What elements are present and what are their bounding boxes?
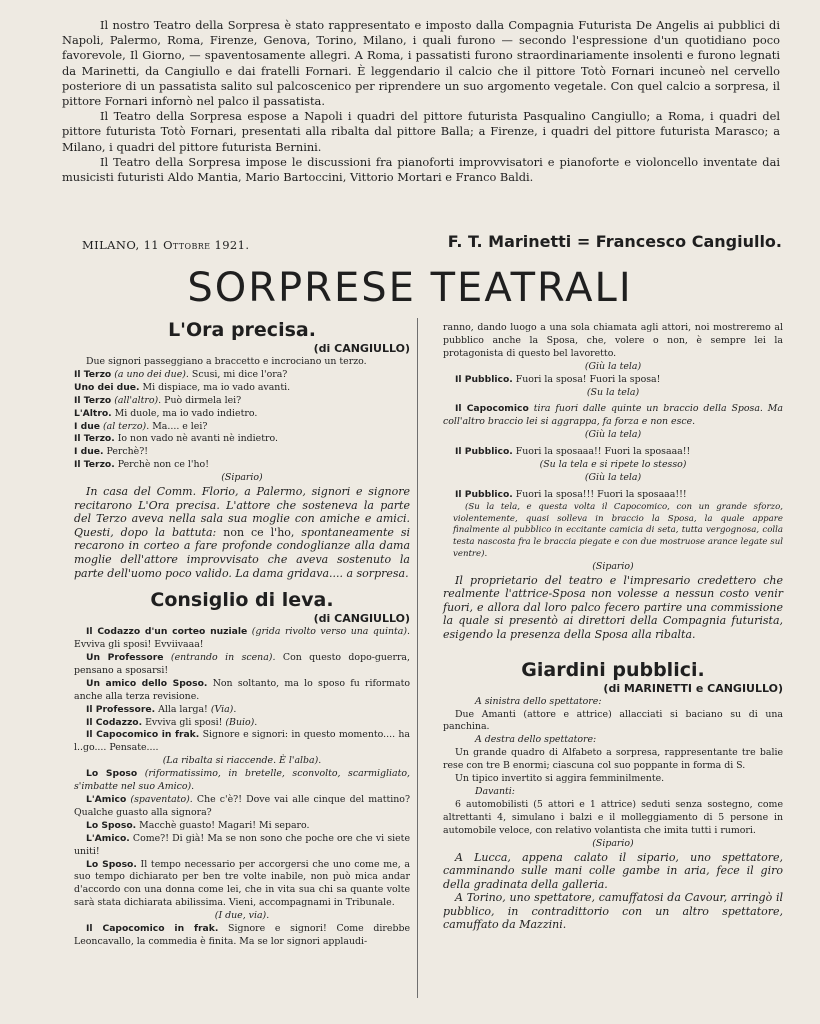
- speaker: Lo Sposo.: [86, 819, 137, 831]
- stage-text: Due Amanti (attore e attrice) allacciati si baciano su di una panchina.: [443, 708, 783, 733]
- dialogue-line: [74, 408, 410, 421]
- intro-paragraph: Il nostro Teatro della Sorpresa è stato rappresentato e imposto dalla Compagnia Futurista De Angelis ai pubblici di Napoli, Palermo, Roma, Firenze, Genova, Torino, Milano, i quali furono — secondo l'espressione d'un quotidiano poco favorevole, Il Giorno, — spaventosamente allegri. A Roma, i passatisti furono straordinariamente insolenti e furono legnati da Marinetti, da Cangiullo e dai fratelli Fornari. È leggendario il calcio che il pittore Totò Fornari incuneò nel cervello posteriore di un passatista salito sul palcoscenico per riprendere un suo argomento vegetale. Con quel calcio a sorpresa, il pittore Fornari infornò nel palco il passatista.: [62, 18, 780, 109]
- speaker: Un amico dello Sposo.: [86, 677, 208, 689]
- speaker: Il Terzo: [74, 394, 112, 406]
- line-text: Fuori la sposa!!! Fuori la sposaaa!!!: [515, 488, 687, 500]
- anecdote: Il proprietario del teatro e l'impresario credettero che realmente l'attrice-Sposa non volesse a nessun costo venir fuori, e allora dal loro palco fecero partire una commissione la quale si presentò ai direttori della Compagnia futurista, esigendo la presenza della Sposa alla ribalta.: [443, 573, 783, 642]
- dialogue-line: [443, 489, 783, 502]
- stage-direction: (Giù la tela): [584, 471, 642, 483]
- dialogue-line: [74, 729, 410, 755]
- speaker: Il Capocomico in frak.: [86, 729, 200, 741]
- stage-direction: (Giù la tela): [584, 429, 642, 441]
- speaker: Il Capocomico in frak.: [86, 923, 219, 935]
- direction: tira fuori dalle quinte un braccio della Sposa. Ma coll'altro braccio lei si aggrappa, fa forza e non esce.: [443, 403, 783, 428]
- line-text: Evviva gli sposi! Evviivaaa!: [74, 639, 204, 651]
- dialogue-line: [443, 403, 783, 429]
- line-text: Perchè non ce l'ho!: [117, 459, 209, 471]
- line-text: Perchè?!: [106, 446, 148, 458]
- dialogue-line: [74, 395, 410, 408]
- line-text: Con questo dopo-guerra, pensano a sposarsi!: [74, 652, 410, 676]
- line-text: Può dirmela lei?: [164, 394, 242, 406]
- section-title: L'Ora precisa.: [168, 319, 316, 341]
- section-author: (di CANGIULLO): [313, 342, 410, 355]
- stage-text: 6 automobilisti (5 attori e 1 attrice) seduti senza sostegno, come altrettanti 4, simulano i balzi e il molleggiamento di 5 persone in automobile veloce, con relativo volantista che imita tutti i rumori.: [443, 798, 783, 836]
- line-text: Non soltanto, ma lo sposo fu riformato anche alla terza revisione.: [74, 677, 411, 702]
- sipario: (Sipario): [592, 560, 634, 572]
- direction: (entrando in scena).: [170, 652, 276, 664]
- speaker: Lo Sposo: [86, 768, 138, 780]
- dialogue-line: [74, 678, 410, 704]
- continued-text: ranno, dando luogo a una sola chiamata agli attori, noi mostreremo al pubblico anche la Sposa, che, volere o non, è sempre lei la protagonista di questo bel lavoretto.: [443, 322, 783, 359]
- line-text: Come?! Di già! Ma se non sono che poche ore che vi siete uniti!: [74, 832, 410, 857]
- line-text: Evviva gli sposi!: [145, 716, 223, 728]
- speaker: Il Terzo.: [74, 433, 115, 445]
- speaker: Il Pubblico.: [455, 446, 513, 458]
- stage-direction: Due signori passeggiano a braccetto e incrociano un terzo.: [86, 356, 367, 367]
- line-text: Che c'è?! Dove vai alle cinque del mattino? Qualche guasto alla signora?: [74, 794, 410, 818]
- speaker: Il Capocomico: [455, 403, 529, 415]
- dialogue-line: [74, 626, 410, 652]
- dialogue-line: [74, 369, 410, 382]
- line-text: Il tempo necessario per accorgersi che uno come me, a suo tempo dichiarato per ben tre volte inabile, non può mica andar d'accordo con una donna come lei, che in vita sua chi sa quante volte sarà stata dichiarata abilissima. Vieni, accompagnami in Tribunale.: [74, 858, 410, 909]
- speaker: I due.: [74, 446, 104, 458]
- dialogue-line: [74, 421, 410, 434]
- right-column: [443, 322, 783, 932]
- line-text: Macchè guasto! Magari! Mi separo.: [139, 819, 310, 831]
- speaker: L'Altro.: [74, 407, 112, 419]
- anecdote: A Lucca, appena calato il sipario, uno spettatore, camminando sulle mani colle gambe in aria, fece il giro della gradinata della galleria.: [443, 850, 783, 891]
- direction: (Via).: [210, 703, 237, 715]
- speaker: L'Amico.: [86, 832, 130, 844]
- dialogue-line: [74, 820, 410, 833]
- dialogue-line: [74, 446, 410, 459]
- sipario: (Sipario): [592, 837, 634, 849]
- dialogue-line: [74, 717, 410, 730]
- dialogue-line: [74, 833, 410, 859]
- stage-direction: (Giù la tela): [584, 360, 642, 372]
- stage-text: Un grande quadro di Alfabeto a sorpresa, rappresentante tre balie rese con tre B enormi; ciascuna col suo poppante in forma di S.: [443, 747, 783, 772]
- direction: (riformatissimo, in bretelle, sconvolto, scarmigliato, s'imbatte nel suo Amico).: [74, 768, 411, 793]
- section-author: (di CANGIULLO): [313, 612, 410, 626]
- speaker: Il Terzo.: [74, 459, 115, 471]
- direction: (al terzo).: [102, 420, 150, 432]
- dialogue-line: [74, 459, 410, 472]
- line-text: Mi duole, ma io vado indietro.: [114, 407, 258, 419]
- dialogue-line: [74, 859, 410, 911]
- place-date: MILANO, 11 Ottobre 1921.: [82, 238, 250, 252]
- dialogue-line: [74, 794, 410, 820]
- intro-text: [62, 18, 780, 185]
- intro-paragraph: Il Teatro della Sorpresa espose a Napoli i quadri del pittore futurista Pasqualino Cangiullo; a Roma, i quadri del pittore futurista Totò Fornari, presentati alla ribalta dal pittore Balla; a Firenze, i quadri del pittore futurista Marasco; a Milano, i quadri del pittore futurista Bernini.: [62, 109, 780, 154]
- dialogue-line: [74, 768, 410, 794]
- section-title: Consiglio di leva.: [150, 589, 334, 612]
- stage-direction: (La ribalta si riaccende. È l'alba).: [162, 755, 322, 767]
- stage-direction: (I due, via).: [214, 910, 270, 922]
- line-text: Io non vado nè avanti nè indietro.: [117, 433, 278, 445]
- speaker: Uno dei due.: [74, 381, 140, 393]
- speaker: Il Codazzo.: [86, 716, 143, 728]
- dialogue-line: [74, 923, 410, 949]
- speaker: Un Professore: [86, 652, 164, 664]
- stage-text: Un tipico invertito si aggira femminilmente.: [455, 773, 665, 785]
- line-text: Signore e signori! Come direbbe Leoncavallo, la commedia è finita. Ma se lor signori applaudi-: [74, 923, 410, 947]
- author-names: F. T. Marinetti = Francesco Cangiullo.: [447, 232, 782, 251]
- anecdote: A Torino, uno spettatore, camuffatosi da Cavour, arringò il pubblico, in contradittorio con un altro spettatore, camuffato da Mazzini.: [443, 891, 783, 932]
- column-divider: [417, 318, 418, 998]
- line-text: Mi dispiace, ma io vado avanti.: [142, 381, 291, 393]
- speaker: Il Pubblico.: [455, 373, 513, 385]
- speaker: L'Amico: [86, 794, 127, 805]
- stage-heading: A sinistra dello spettatore:: [475, 695, 602, 707]
- anecdote-text: spontaneamente si recarono in corteo a fare profonde condoglianze alla dama moglie dell'attore improvvisato che aveva sostenuto la parte dell'uomo poco valido. La dama gridava.... a sorpresa.: [74, 525, 411, 580]
- direction: (Buio).: [225, 716, 258, 728]
- direction: (all'altro).: [114, 394, 162, 406]
- line-text: Signore e signori: in questo momento.... ha l..go.... Pensate....: [74, 729, 410, 754]
- stage-direction: (Su la tela): [586, 386, 640, 398]
- line-text: Alla larga!: [158, 703, 208, 715]
- speaker: Il Professore.: [86, 703, 156, 715]
- line-text: Scusi, mi dice l'ora?: [191, 368, 288, 380]
- left-column: [74, 318, 410, 949]
- stage-direction: (Su la tela, e questa volta il Capocomico, con un grande sforzo, violentemente, quasi solleva in braccio la Sposa, la quale appare finalmente al pubblico in eccitante camicia di seta, tutta vergognosa, colla testa nascosta fra le braccia piegate e con due mostruose arance legate sul ventre).: [453, 501, 783, 559]
- line-text: Fuori la sposaaa!! Fuori la sposaaa!!: [515, 446, 691, 458]
- section-title: Giardini pubblici.: [521, 658, 705, 681]
- stage-direction: (Su la tela e si ripete lo stesso): [539, 459, 687, 471]
- speaker: Il Codazzo d'un corteo nuziale: [86, 626, 248, 638]
- main-title: SORPRESE TEATRALI: [187, 265, 633, 311]
- anecdote-text: In casa del Comm. Florio, a Palermo, signori e signore recitarono L'Ora precisa. L'attore che sosteneva la parte del Terzo aveva nella sala sua moglie con amiche e amici. Questi, dopo la battuta:: [74, 485, 410, 539]
- dialogue-line: [443, 446, 783, 459]
- dialogue-line: [74, 652, 410, 678]
- speaker: Il Pubblico.: [455, 488, 513, 500]
- dialogue-line: [74, 433, 410, 446]
- direction: (spaventato).: [130, 794, 193, 805]
- intro-paragraph: Il Teatro della Sorpresa impose le discussioni fra pianoforti improvvisatori e pianoforte e violoncello inventate dai musicisti futuristi Aldo Mantia, Mario Bartoccini, Vittorio Mortari e Franco Baldi.: [62, 154, 780, 185]
- dialogue-line: [443, 374, 783, 387]
- quoted-line: non ce l'ho,: [223, 525, 295, 539]
- section-author: (di MARINETTI e CANGIULLO): [603, 681, 783, 695]
- stage-heading: Davanti:: [475, 785, 515, 797]
- direction: (grida rivolto verso una quinta).: [251, 626, 410, 638]
- stage-heading: A destra dello spettatore:: [475, 734, 597, 746]
- speaker: Il Terzo: [74, 368, 112, 380]
- dialogue-line: [74, 382, 410, 395]
- anecdote: [74, 485, 410, 580]
- direction: (a uno dei due).: [114, 368, 189, 380]
- sipario: (Sipario): [221, 472, 263, 484]
- dialogue-line: [74, 704, 410, 717]
- line-text: Fuori la sposa! Fuori la sposa!: [515, 373, 661, 385]
- line-text: Ma.... e lei?: [152, 420, 208, 432]
- speaker: I due: [74, 420, 100, 432]
- speaker: Lo Sposo.: [86, 858, 137, 870]
